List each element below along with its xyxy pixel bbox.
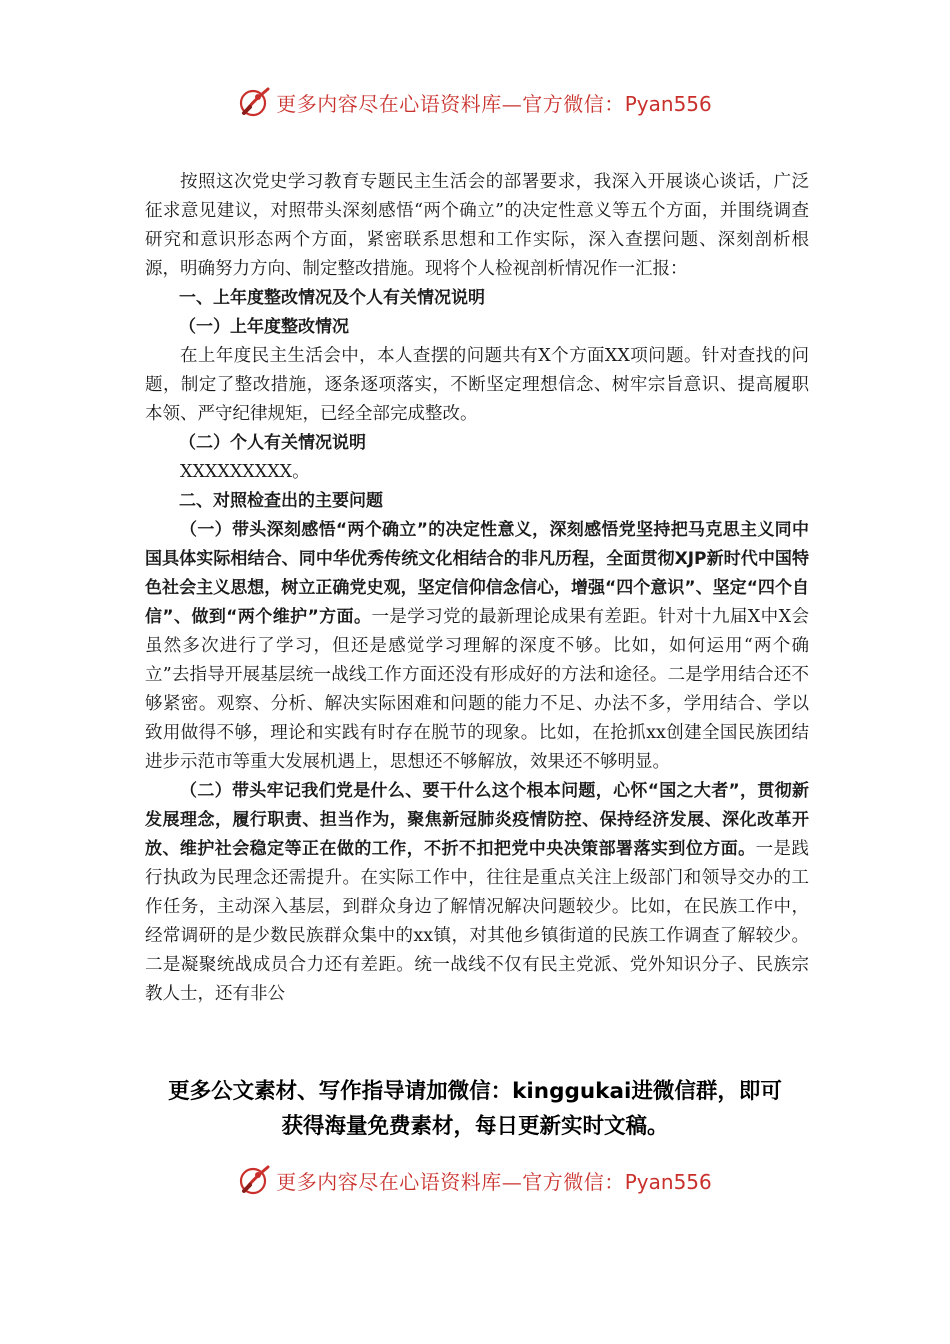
section-2-item-1-lead: （一）带头深刻感悟“两个确立”的决定性意义，深刻感悟党坚持把马克思主义同中国具体实际相结合、同中华优秀传统文化相结合的非凡历程，全面贯彻XJP新时代中国特色社会主义思想，树立正确党史观，坚定信仰信念信心，增强“四个意识”、坚定“四个自信”、做到“两个维护”方面。 [145,520,809,627]
section-2-item-2-lead: （二）带头牢记我们党是什么、要干什么这个根本问题，心怀“国之大者”，贯彻新发展理念，履行职责、担当作为，聚焦新冠肺炎疫情防控、保持经济发展、深化改革开放、维护社会稳定等正在做的工作，不折不扣把党中央决策部署落实到位方面。 [145,781,809,859]
section-1-sub-2-paragraph: XXXXXXXXX。 [180,462,310,482]
footer-banner [0,1158,950,1202]
header-banner [0,80,950,124]
banner-handle: Pyan556 [624,91,712,116]
section-1-heading: 一、上年度整改情况及个人有关情况说明 [179,288,485,308]
section-1-sub-1-heading: （一）上年度整改情况 [179,317,349,337]
banner-text: 更多内容尽在心语资料库—官方微信：Pyan556 [276,1169,712,1194]
promo-notice [100,1074,850,1144]
banner-text: 更多内容尽在心语资料库—官方微信：Pyan556 [276,91,712,116]
section-1-sub-1-paragraph: 在上年度民主生活会中，本人查摆的问题共有X个方面XX项问题。针对查找的问题，制定了整改措施，逐条逐项落实，不断坚定理想信念、树牢宗旨意识、提高履职本领、严守纪律规矩，已经全部完成整改。 [145,346,809,424]
section-2-item-2-paragraph [145,777,809,1009]
section-2-item-1-paragraph [145,516,809,777]
intro-paragraph: 按照这次党史学习教育专题民主生活会的部署要求，我深入开展谈心谈话，广泛征求意见建议，对照带头深刻感悟“两个确立”的决定性意义等五个方面，并围绕调查研究和意识形态两个方面，紧密联系思想和工作实际，深入查摆问题、深刻剖析根源，明确努力方向、制定整改措施。现将个人检视剖析情况作一汇报： [145,172,809,279]
section-2-item-2-text: 一是践行执政为民理念还需提升。在实际工作中，往往是重点关注上级部门和领导交办的工作任务，主动深入基层，到群众身边了解情况解决问题较少。比如，在民族工作中，经常调研的是少数民族群众集中的xx镇，对其他乡镇街道的民族工作调查了解较少。二是凝聚统战成员合力还有差距。统一战线不仅有民主党派、党外知识分子、民族宗教人士，还有非公 [145,839,810,1004]
section-1-sub-2-heading: （二）个人有关情况说明 [179,433,366,453]
promo-line-2: 获得海量免费素材，每日更新实时文稿。 [281,1114,669,1139]
promo-line-1: 更多公文素材、写作指导请加微信：kinggukai进微信群，即可 [168,1079,782,1104]
document-body [145,168,809,1009]
banner-handle: Pyan556 [624,1169,712,1194]
section-2-heading: 二、对照检查出的主要问题 [179,491,383,511]
brush-logo-icon [238,1163,272,1197]
section-2-item-1-text: 一是学习党的最新理论成果有差距。针对十九届X中X会虽然多次进行了学习，但还是感觉学习理解的深度不够。比如，如何运用“两个确立”去指导开展基层统一战线工作方面还没有形成好的方法和途径。二是学用结合还不够紧密。观察、分析、解决实际困难和问题的能力不足、办法不多，学用结合、学以致用做得不够，理论和实践有时存在脱节的现象。比如，在抢抓xx创建全国民族团结进步示范市等重大发展机遇上，思想还不够解放，效果还不够明显。 [145,607,809,772]
brush-logo-icon [238,85,272,119]
